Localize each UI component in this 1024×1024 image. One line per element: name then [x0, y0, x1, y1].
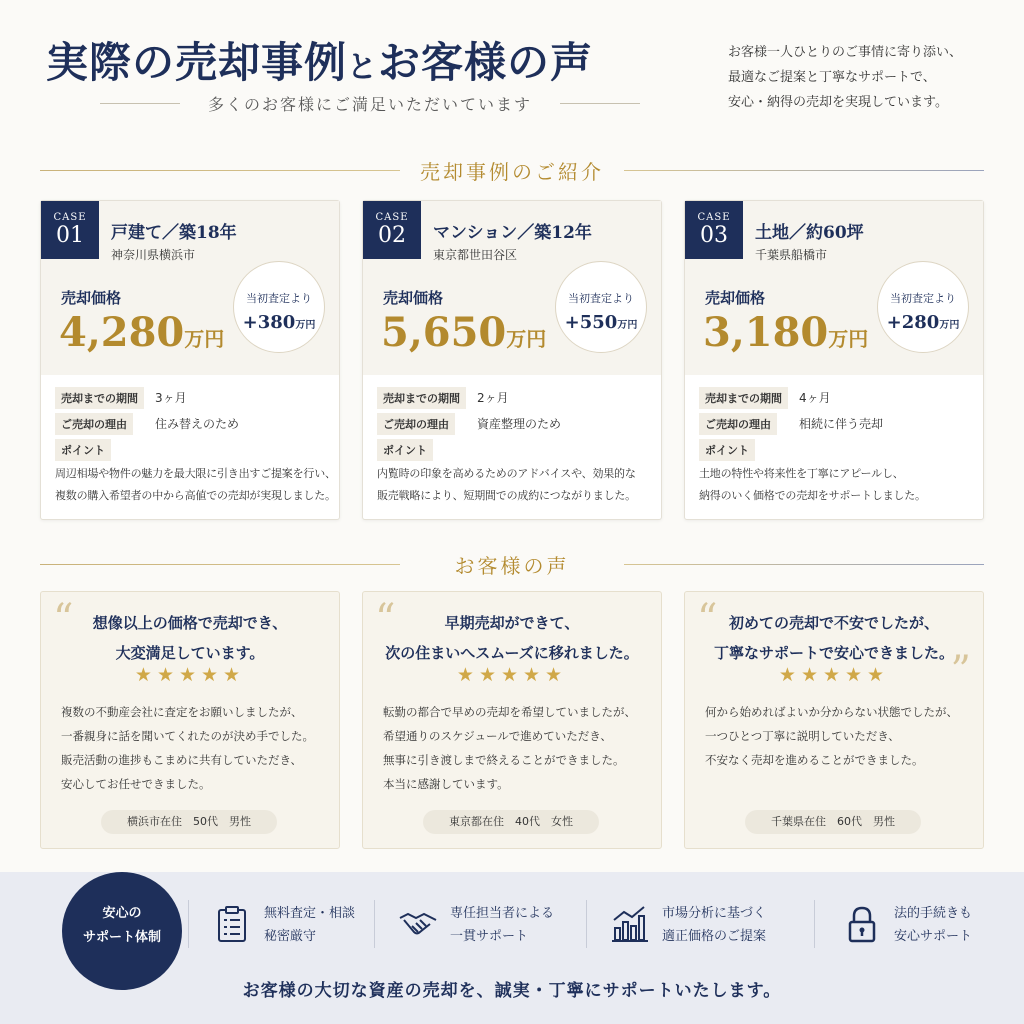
testimonial-body	[383, 700, 653, 796]
body-line: 安心してお任せできました。	[61, 777, 211, 791]
price-increase-label: 当初査定より	[246, 292, 312, 305]
case-property-type: マンション／築12年	[433, 223, 592, 243]
price-label: 売却価格	[383, 289, 444, 307]
feature-divider	[586, 900, 587, 948]
case-badge	[41, 201, 99, 259]
period-row	[55, 387, 187, 409]
support-badge	[62, 872, 182, 990]
headline-line: 想像以上の価格で売却でき、	[92, 614, 288, 632]
clipboard-icon	[212, 904, 252, 944]
reason-value: 相続に伴う売却	[799, 417, 884, 431]
price-increase	[234, 312, 324, 333]
quote-close-icon: ”	[950, 648, 971, 694]
price-increase-label: 当初査定より	[568, 292, 634, 305]
point-tag: ポイント	[55, 439, 111, 461]
point-row	[377, 439, 433, 461]
quote-open-icon: “	[375, 596, 396, 642]
body-line: 複数の不動産会社に査定をお願いしましたが、	[61, 705, 303, 719]
case-card	[362, 200, 662, 520]
feature-line: 法的手続きも	[894, 906, 973, 921]
lock-icon	[842, 904, 882, 944]
period-tag: 売却までの期間	[377, 387, 466, 409]
feature-line: 市場分析に基づく	[662, 906, 767, 921]
testimonial-body	[61, 700, 331, 796]
cases-section-heading	[40, 156, 984, 186]
case-badge-number: 03	[700, 223, 728, 248]
period-row	[377, 387, 509, 409]
case-property-type: 土地／約60坪	[755, 223, 864, 243]
footer-message: お客様の大切な資産の売却を、誠実・丁寧にサポートいたします。	[242, 981, 782, 1001]
reason-tag: ご売却の理由	[377, 413, 455, 435]
body-line: 無事に引き渡しまで終えることができました。	[383, 753, 625, 767]
price-increase-badge	[877, 261, 969, 353]
section-divider-right	[624, 564, 984, 565]
feature-divider	[374, 900, 375, 948]
intro-line: お客様一人ひとりのご事情に寄り添い、	[728, 45, 963, 60]
case-badge-label: CASE	[697, 212, 731, 223]
intro-line: 最適なご提案と丁寧なサポートで、	[728, 70, 936, 85]
title-part1: 実際の売却事例	[46, 38, 348, 87]
case-location: 千葉県船橋市	[755, 248, 828, 262]
case-badge-number: 02	[378, 223, 406, 248]
point-text	[377, 463, 659, 507]
period-tag: 売却までの期間	[55, 387, 144, 409]
price-increase-value: +280	[886, 312, 940, 333]
case-card	[40, 200, 340, 520]
testimonial-card	[684, 591, 984, 849]
point-line: 販売戦略により、短期間での成約につながりました。	[377, 489, 636, 502]
headline-line: 早期売却ができて、	[444, 614, 580, 632]
period-value: 4ヶ月	[799, 391, 831, 405]
point-tag: ポイント	[377, 439, 433, 461]
case-location: 神奈川県横浜市	[111, 248, 196, 262]
badge-line: サポート体制	[82, 930, 161, 945]
price-increase	[878, 312, 968, 333]
point-line: 土地の特性や将来性を丁寧にアピールし、	[699, 467, 904, 480]
feature-text	[264, 902, 355, 948]
body-line: 本当に感謝しています。	[383, 777, 509, 791]
point-tag: ポイント	[699, 439, 755, 461]
point-text	[699, 463, 981, 507]
price-increase-unit: 万円	[939, 320, 960, 331]
body-line: 販売活動の進捗もこまめに共有していただき、	[61, 753, 303, 767]
sale-price-unit: 万円	[828, 327, 869, 351]
support-footer	[0, 872, 1024, 1024]
feature-divider	[188, 900, 189, 948]
body-line: 何から始めればよいか分からない状態でしたが、	[705, 705, 958, 719]
feature-line: 安心サポート	[894, 929, 973, 944]
testimonial-card	[362, 591, 662, 849]
price-increase	[556, 312, 646, 333]
headline-line: 初めての売却で不安でしたが、	[728, 614, 939, 632]
headline-line: 次の住まいへスムーズに移れました。	[385, 644, 639, 662]
customer-info: 東京都在住 40代 女性	[423, 810, 599, 834]
price-increase-value: +550	[564, 312, 618, 333]
reason-value: 住み替えのため	[155, 417, 240, 431]
handshake-icon	[398, 904, 438, 944]
testimonial-headline	[41, 608, 339, 668]
point-line: 周辺相場や物件の魅力を最大限に引き出すご提案を行い、	[55, 467, 336, 480]
customer-info: 横浜市在住 50代 男性	[101, 810, 277, 834]
feature-divider	[814, 900, 815, 948]
feature-line: 秘密厳守	[264, 929, 317, 944]
body-line: 転勤の都合で早めの売却を希望していましたが、	[383, 705, 636, 719]
feature-text	[662, 902, 766, 948]
intro-line: 安心・納得の売却を実現しています。	[728, 95, 948, 110]
price-label: 売却価格	[705, 289, 766, 307]
sale-price	[703, 309, 868, 356]
point-row	[699, 439, 755, 461]
feature-line: 無料査定・相談	[264, 906, 356, 921]
feature-line: 専任担当者による	[450, 906, 555, 921]
sale-price-unit: 万円	[184, 327, 225, 351]
title-connector: と	[347, 50, 379, 85]
case-badge-number: 01	[56, 223, 84, 248]
sale-price	[59, 309, 224, 356]
headline-line: 大変満足しています。	[115, 644, 265, 662]
body-line: 希望通りのスケジュールで進めていただき、	[383, 729, 612, 743]
quote-open-icon: “	[697, 596, 718, 642]
case-badge	[685, 201, 743, 259]
feature-text	[450, 902, 554, 948]
subtitle-divider-right	[560, 103, 640, 104]
feature-line: 適正価格のご提案	[662, 929, 767, 944]
period-tag: 売却までの期間	[699, 387, 788, 409]
price-label: 売却価格	[61, 289, 122, 307]
price-increase-badge	[233, 261, 325, 353]
section-divider-right	[624, 170, 984, 171]
sale-price-value: 3,180	[703, 309, 829, 356]
price-increase-value: +380	[242, 312, 296, 333]
case-location: 東京都世田谷区	[433, 248, 518, 262]
point-line: 納得のいく価格での売却をサポートしました。	[699, 489, 926, 502]
period-value: 2ヶ月	[477, 391, 509, 405]
case-badge-label: CASE	[53, 212, 87, 223]
voices-section-heading	[40, 550, 984, 580]
headline-line: 丁寧なサポートで安心できました。	[713, 644, 954, 662]
reason-tag: ご売却の理由	[55, 413, 133, 435]
feature-text	[894, 902, 972, 948]
reason-row	[699, 413, 884, 435]
price-increase-unit: 万円	[617, 320, 638, 331]
testimonial-card	[40, 591, 340, 849]
reason-tag: ご売却の理由	[699, 413, 777, 435]
page-header	[0, 0, 1024, 130]
point-text	[55, 463, 337, 507]
case-badge-label: CASE	[375, 212, 409, 223]
body-line: 不安なく売却を進めることができました。	[705, 753, 924, 767]
price-increase-label: 当初査定より	[890, 292, 956, 305]
case-card	[684, 200, 984, 520]
badge-line: 安心の	[102, 906, 142, 921]
intro-text	[728, 40, 1008, 115]
quote-open-icon: “	[53, 596, 74, 642]
subtitle-row	[100, 92, 640, 116]
body-line: 一つひとつ丁寧に説明していただき、	[705, 729, 900, 743]
testimonial-body	[705, 700, 975, 772]
cases-section-title: 売却事例のご紹介	[420, 160, 604, 184]
star-rating: ★★★★★	[134, 664, 246, 686]
feature-line: 一貫サポート	[450, 929, 529, 944]
star-rating: ★★★★★	[778, 664, 890, 686]
page-subtitle: 多くのお客様にご満足いただいています	[207, 95, 532, 114]
price-increase-badge	[555, 261, 647, 353]
period-row	[699, 387, 831, 409]
period-value: 3ヶ月	[155, 391, 187, 405]
testimonial-headline	[685, 608, 983, 668]
page-title	[46, 30, 593, 90]
star-rating: ★★★★★	[456, 664, 568, 686]
voices-section-title: お客様の声	[454, 554, 570, 578]
customer-info: 千葉県在住 60代 男性	[745, 810, 921, 834]
sale-price-value: 4,280	[59, 309, 185, 356]
reason-row	[55, 413, 240, 435]
sale-price-unit: 万円	[506, 327, 547, 351]
point-line: 内覧時の印象を高めるためのアドバイスや、効果的な	[377, 467, 636, 480]
sale-price	[381, 309, 546, 356]
testimonial-headline	[363, 608, 661, 668]
case-property-type: 戸建て／築18年	[111, 223, 237, 243]
reason-value: 資産整理のため	[477, 417, 562, 431]
reason-row	[377, 413, 562, 435]
point-line: 複数の購入希望者の中から高値での売却が実現しました。	[55, 489, 336, 502]
point-row	[55, 439, 111, 461]
case-badge	[363, 201, 421, 259]
price-increase-unit: 万円	[295, 320, 316, 331]
sale-price-value: 5,650	[381, 309, 507, 356]
title-part2: お客様の声	[378, 38, 594, 87]
body-line: 一番親身に話を聞いてくれたのが決め手でした。	[61, 729, 314, 743]
bar-chart-icon	[610, 904, 650, 944]
